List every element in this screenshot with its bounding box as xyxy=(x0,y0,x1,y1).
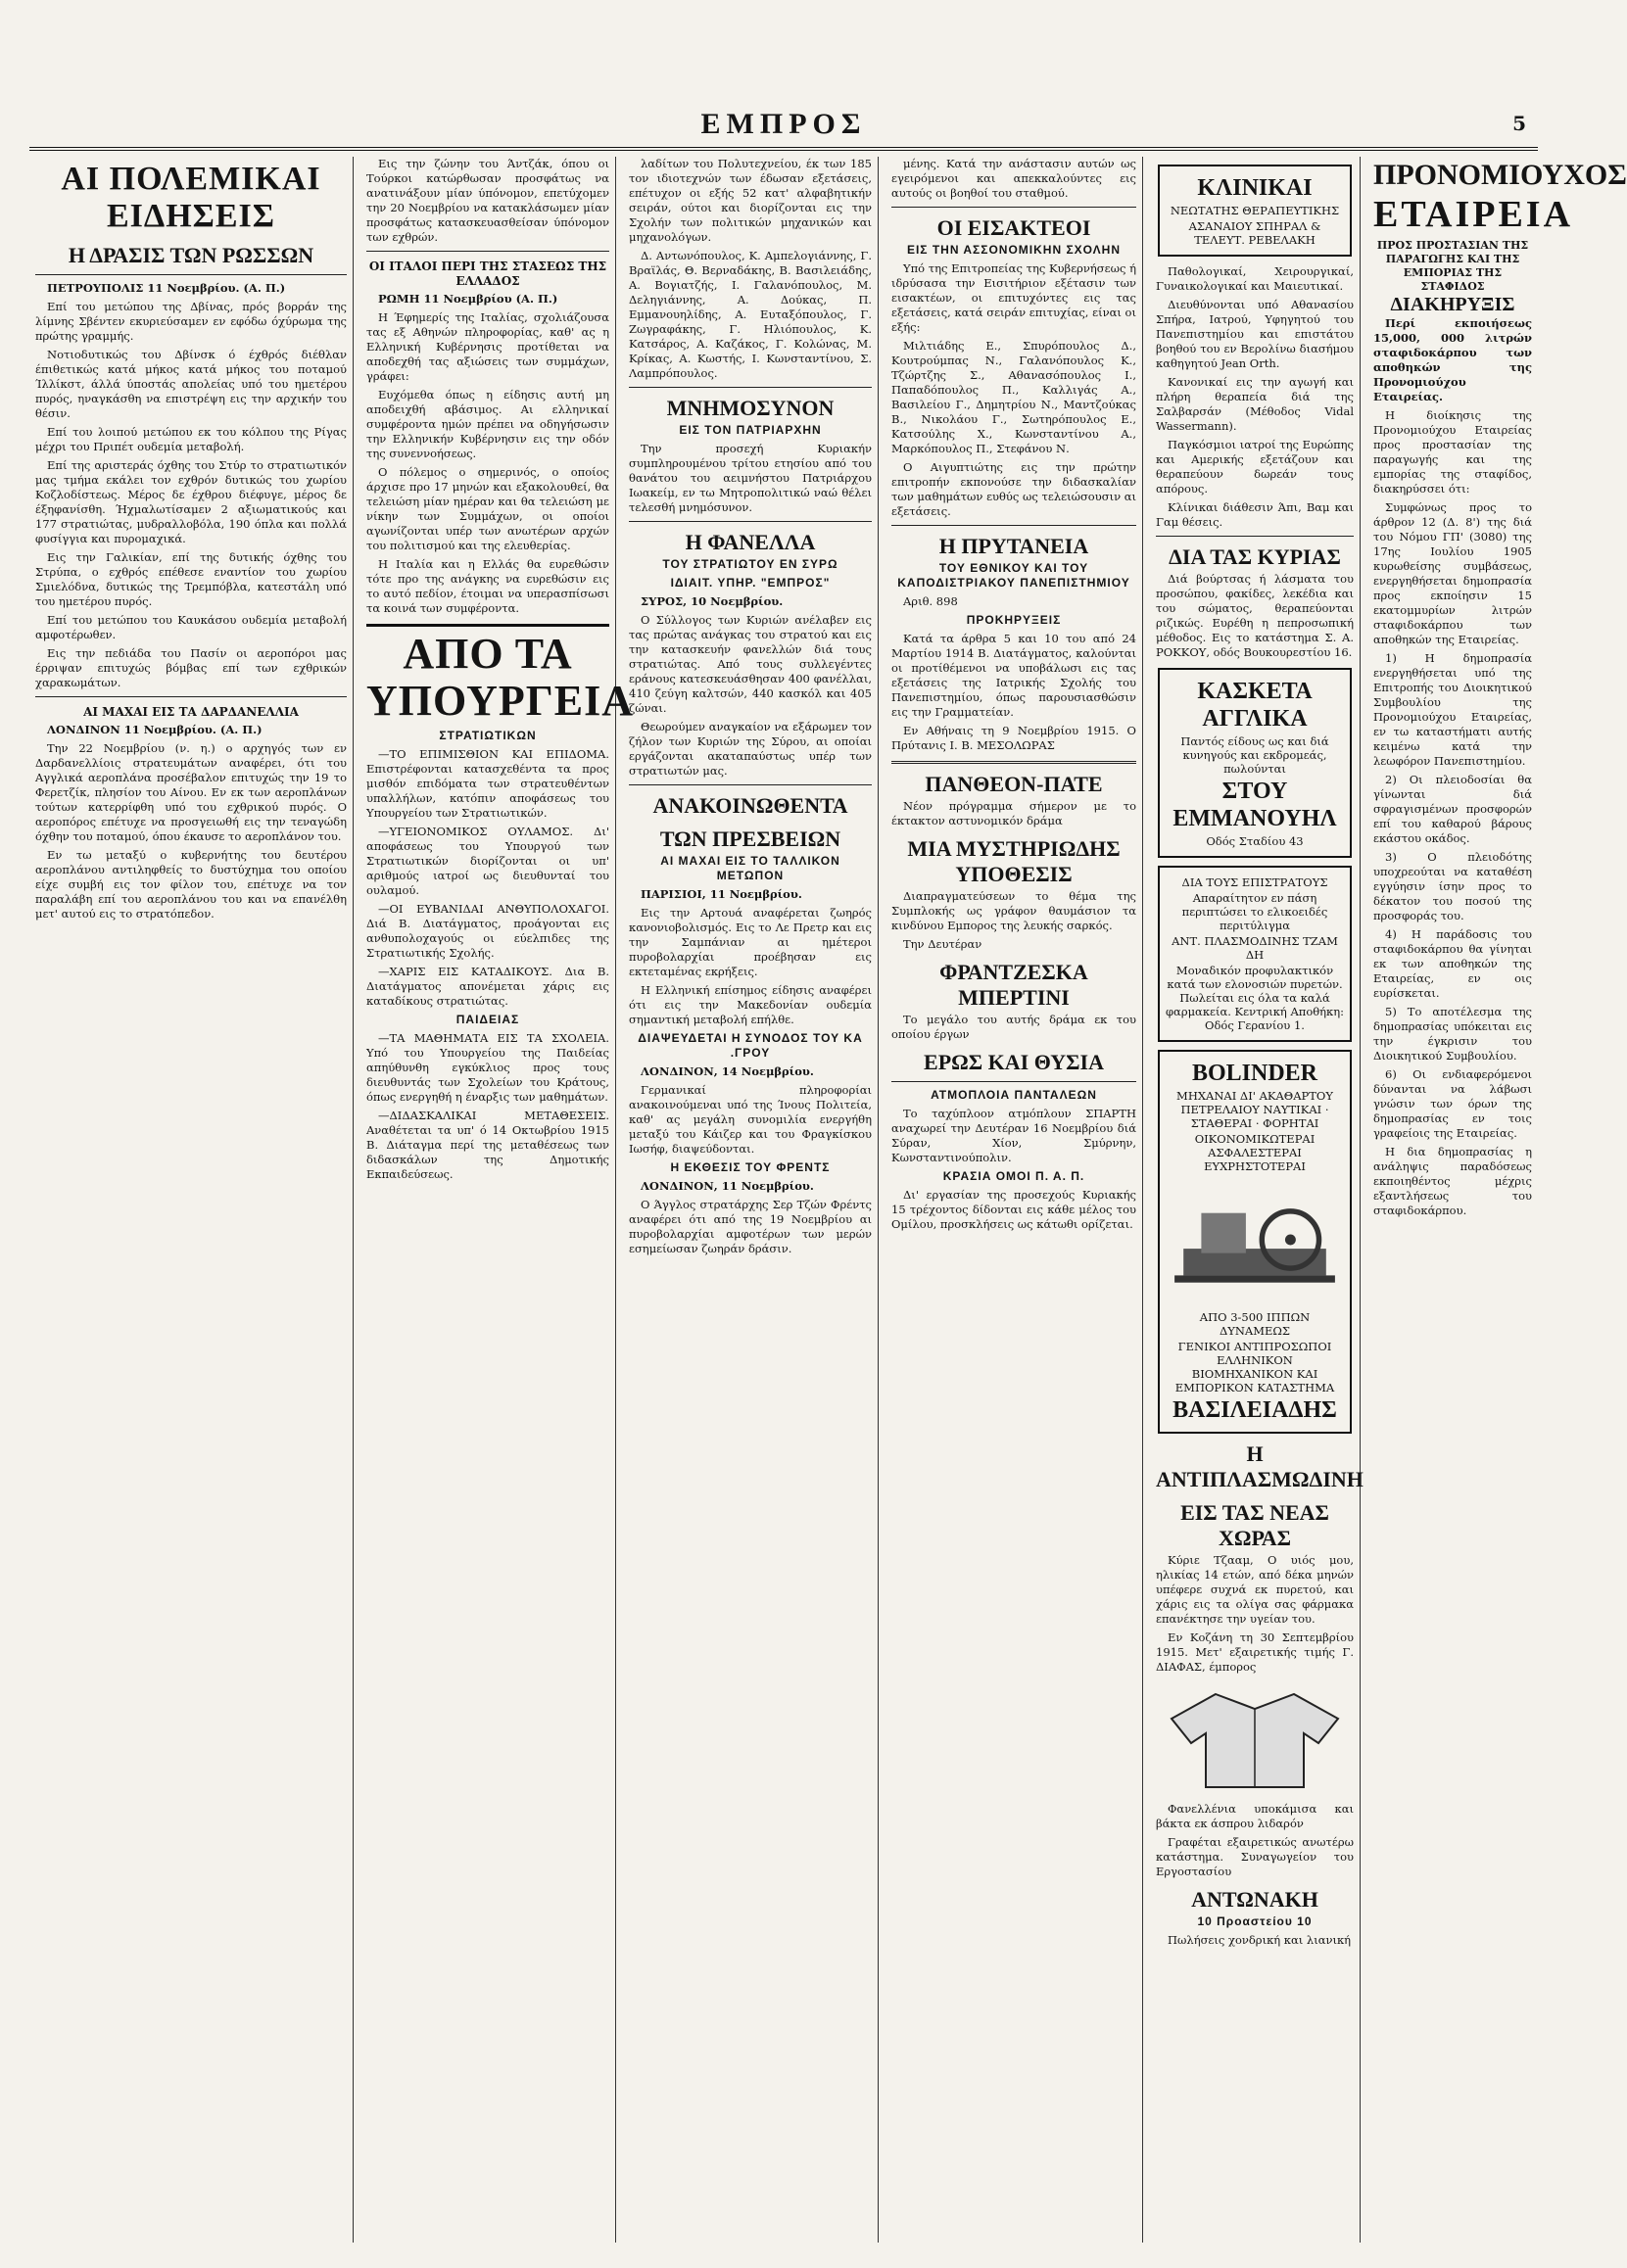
headline-mystery: ΜΙΑ ΜΥΣΤΗΡΙΩΔΗΣ ΥΠΟΘΕΣΙΣ xyxy=(907,836,1121,886)
subhead-school: ΕΙΣ ΤΗΝ ΑΣΣΟΝΟΜΙΚΗΝ ΣΧΟΛΗΝ xyxy=(906,243,1122,257)
article-paragraph: 1) Η δημοπρασία ενεργηθήσεται υπό της Επιτροπής του Διοικητικού Συμβουλίου της Προνομιούχου Εταιρείας, εν τω καταστήματι αυτής κειμένω κατά την λεωφόρον Πανεπιστημίου. xyxy=(1373,651,1532,768)
article-paragraph: Την 22 Νοεμβρίου (ν. η.) ο αρχηγός των εν Δαρδανελλίοις στρατευμάτων αναφέρει, ότι του Αγγλικά αεροπλάνα προσέβαλον επιτυχώς την 19 το Φερετζίκ, πλησίον του Αίνου. Εν εκ των αεροπλάνων τούτων κατερρίφθη υπό του εχθρικού πυρός. Ο αεροπόρος επέτυχε να προσγειωθή εις την τεναγώδη όχθην του ποταμού, όπου έκαυσε το αεροπλάνον του. xyxy=(35,741,347,843)
newspaper-title: ΕΜΠΡΟΣ xyxy=(700,108,867,140)
article-paragraph: Μιλτιάδης Ε., Σπυρόπουλος Δ., Κουτρούμπας Ν., Γαλανόπουλος Κ., Τζώρτζης Σ., Αθανασόπουλος Ι., Παπαδόπουλος Π., Καλλιγάς Α., Βασιλείου Γ., Δημητρίου Ν., Μαντζούκας Β., Νικολάου Γ., Σωτηρόπουλος Ε., Κατσούλης Χ., Κωνσταντίνου Α., Μαρκόπουλος Π., Στεφάνου Ν. xyxy=(891,339,1136,455)
article-paragraph: Θεωρούμεν αναγκαίον να εξάρωμεν τον ζήλον των Κυριών της Σύρου, αι οποίαι εργάζονται ακαταπαύστως υπέρ των στρατιωτών μας. xyxy=(629,720,872,778)
article-paragraph: Συμφώνως προς το άρθρον 12 (Δ. 8') της διά του Νόμου ΓΠ' (3080) της 17ης Ιουλίου 1905 κυρωθείσης συμβάσεως, ενεργηθήσεται δημοπρασία προς εκποίησιν 15 εκατομμυρίων λιτρών σταφιδοκάρπου των αποθηκών της Εταιρείας. xyxy=(1373,500,1532,646)
article-paragraph: Ο Αιγυπτιώτης εις την πρώτην επιτροπήν εκπονούσε την διδασκαλίαν των μαθημάτων ευθύς ως τελειώσουσιν αι εξετάσεις. xyxy=(891,460,1136,518)
article-paragraph: Εν Αθήναις τη 9 Νοεμβρίου 1915. Ο Πρύτανις Ι. Β. ΜΕΣΟΛΩΡΑΣ xyxy=(891,724,1136,752)
section-military: ΣΤΡΑΤΙΩΤΙΚΩΝ xyxy=(439,729,537,742)
ad-ladies-title: ΔΙΑ ΤΑΣ ΚΥΡΙΑΣ xyxy=(1169,544,1341,569)
ad-title: ΣΤΟΥ ΕΜΜΑΝΟΥΗΛ xyxy=(1172,779,1337,831)
article-paragraph: Η Ελληνική επίσημος είδησις αναφέρει ότι εις την Μακεδονίαν ουδεμία σημαντική μεταβολή επήλθε. xyxy=(629,983,872,1026)
article-paragraph: —ΟΙ ΕΥΒΑΝΙΔΑΙ ΑΝΘΥΠΟΛΟΧΑΓΟΙ. Διά Β. Διατάγματος, προάγονται εις ανθυπολοχαγούς οι εύελπιδες της Στρατιωτικής Σχολής. xyxy=(366,902,609,960)
article-paragraph: 2) Οι πλειοδοσίαι θα γίνωνται διά σφραγισμένων προσφορών επί του καθαρού βάρους εκάστου οκάδος. xyxy=(1373,773,1532,845)
ad-text: Διευθύνονται υπό Αθανασίου Σπήρα, Ιατρού, Υφηγητού του Πανεπιστημίου και επιστάτου βοηθού του εν Βερολίνω διασήμου καθηγητού Jean Orth. xyxy=(1156,298,1354,370)
article-paragraph: Η Έφημερίς της Ιταλίας, σχολιάζουσα τας εξ Αθηνών πληροφορίας, καθ' ας η Ελληνική Κυβέρνησις προτίθεται να αποδεχθή τας αξιώσεις των συμμάχων, γράφει: xyxy=(366,310,609,383)
dateline: ΡΩΜΗ 11 Νοεμβρίου (Α. Π.) xyxy=(378,292,558,306)
article-paragraph: Περί εκποιήσεως 15,000, 000 λιτρών σταφιδοκάρπου των αποθηκών της Προνομιούχου Εταιρείας. xyxy=(1373,316,1532,403)
ad-bolinder xyxy=(1158,1050,1352,1434)
ad-text: Μοναδικόν προφυλακτικόν κατά των ελονοσιών πυρετών. Πωλείται εις όλα τα καλά φαρμακεία. Κεντρική Αποθήκη: Οδός Γερανίου 1. xyxy=(1166,964,1345,1032)
reference-number: Αριθ. 898 xyxy=(903,594,958,608)
article-paragraph: —ΥΓΕΙΟΝΟΜΙΚΟΣ ΟΥΛΑΜΟΣ. Δι' αποφάσεως του Υπουργού των Στρατιωτικών διορίζονται οι υπ' αριθμούς ιατροί ως διευθυνταί του ουλαμού. xyxy=(366,825,609,897)
headline-war-news: ΑΙ ΠΟΛΕΜΙΚΑΙ ΕΙΔΗΣΕΙΣ xyxy=(61,161,321,234)
subhead-proclamations: ΠΡΟΚΗΡΥΞΕΙΣ xyxy=(966,613,1062,627)
divider xyxy=(891,207,1136,208)
ad-title: ΚΑΣΚΕΤΑ ΑΓΓΛΙΚΑ xyxy=(1197,679,1313,732)
divider xyxy=(891,525,1136,526)
article-paragraph: Γερμανικαί πληροφορίαι ανακοινούμεναι υπό της Ίνους Πολιτεία, καθ' ας μεγάλη συνομιλία ενεργήθη μεταξύ του Κάιζερ και του Φραγκίσκου Ιωσήφ, διαψεύδονται. xyxy=(629,1083,872,1156)
article-paragraph: Η δια δημοπρασίας η ανάληψις παραδόσεως εκποιηθέντος μέχρις εξαντλήσεως του σταφιδοκάρπου. xyxy=(1373,1145,1532,1217)
column-4 xyxy=(885,157,1143,2243)
dateline: ΣΥΡΟΣ, 10 Νοεμβρίου. xyxy=(641,594,784,608)
ad-title: ΔΙΑ ΤΟΥΣ ΕΠΙΣΤΡΑΤΟΥΣ xyxy=(1181,875,1328,889)
article-paragraph: —ΧΑΡΙΣ ΕΙΣ ΚΑΤΑΔΙΚΟΥΣ. Δια Β. Διατάγματος απονέμεται χάρις εις καταδίκους στρατιώτας. xyxy=(366,965,609,1008)
article-paragraph: Εις την πεδιάδα του Πασίν οι αεροπόροι μας έρριψαν επιτυχώς βόμβας επί των εχθρικών χαρακωμάτων. xyxy=(35,646,347,689)
dateline: ΛΟΝΔΙΝΟΝ, 14 Νοεμβρίου. xyxy=(641,1064,814,1078)
article-paragraph: Διαπραγματεύσεων το θέμα της Συμπλοκής ως γράφον θαυμάσιον τα κινδύνου Εμπορος της λευκής σαρκός. xyxy=(891,889,1136,932)
ad-text: Κανονικαί εις την αγωγή και πλήρη θεραπεία διά της Σαλβαρσάν (Μέθοδος Vidal Wassermann). xyxy=(1156,375,1354,433)
dateline: ΠΕΤΡΟΥΠΟΛΙΣ 11 Νοεμβρίου. (Α. Π.) xyxy=(47,281,286,295)
ad-text: ΜΗΧΑΝΑΙ ΔΙ' ΑΚΑΘΑΡΤΟΥ ΠΕΤΡΕΛΑΙΟΥ ΝΑΥΤΙΚΑΙ · ΣΤΑΘΕΡΑΙ · ΦΟΡΗΤΑΙ xyxy=(1176,1089,1333,1130)
subhead-dardanelles: ΑΙ ΜΑΧΑΙ ΕΙΣ ΤΑ ΔΑΡΔΑΝΕΛΛΙΑ xyxy=(83,705,299,719)
article-paragraph: Εις την Αρτουά αναφέρεται ζωηρός κανονιοβολισμός. Εις το Λε Πρετρ και εις την Σαμπάνιαν αι ημέτεροι πυροβολαρχίαι προέβησαν εις εκτεταμένας εκρήξεις. xyxy=(629,906,872,978)
subhead-french-report: Η ΕΚΘΕΣΙΣ ΤΟΥ ΦΡΕΝΤΣ xyxy=(670,1160,831,1174)
article-paragraph: 4) Η παράδοσις του σταφιδοκάρπου θα γίνηται εκ των αποθηκών της Εταιρείας, εν οις ευρίσκεται. xyxy=(1373,927,1532,1000)
article-paragraph: Ο Σύλλογος των Κυριών ανέλαβεν εις τας πρώτας ανάγκας του στρατού και εις την κατασκευήν φανελλών διά τους στρατιώτας. Από τους συλλεγέντες εράνους κατεσκευάσθησαν 400 φανέλλαι, 410 ζεύγη καλτσών, 440 κασκόλ και 405 ζώναι. xyxy=(629,613,872,715)
article-paragraph: Η διοίκησις της Προνομιούχου Εταιρείας προς προστασίαν της παραγωγής και της εμπορίας της σταφίδος, διακηρύσσει ότι: xyxy=(1373,408,1532,496)
divider xyxy=(891,761,1136,764)
column-2 xyxy=(360,157,634,2243)
article-paragraph: λαδίτων του Πολυτεχνείου, έκ των 185 τον ιδιοτεχνών των έδωσαν εξετάσεις, επέτυχον οι εξής 52 κατ' αλφαβητικήν σειράν, ούτοι και διορίζονται εις την Σχολήν των πολιτικών μηχανικών και μηχανολόγων. xyxy=(629,157,872,244)
ad-text: Κύριε Τζααμ, Ο υιός μου, ηλικίας 14 ετών, από δέκα μηνών υπέφερε συχνά εκ πυρετού, και χάρις εις τα ολίγα σας φάρμακα επανέκτησε την υγείαν του. xyxy=(1156,1553,1354,1626)
ad-text: ΟΙΚΟΝΟΜΙΚΩΤΕΡΑΙ ΑΣΦΑΛΕΣΤΕΡΑΙ ΕΥΧΡΗΣΤΟΤΕΡΑΙ xyxy=(1194,1132,1316,1173)
subhead-gallic-front: ΑΙ ΜΑΧΑΙ ΕΙΣ ΤΟ ΤΑΛΛΙΚΟΝ ΜΕΤΩΠΟΝ xyxy=(660,854,840,882)
column-6 xyxy=(1367,157,1627,2243)
divider xyxy=(1156,536,1354,537)
article-paragraph: Εις την Γαλικίαν, επί της δυτικής όχθης του Στρύπα, ο εχθρός επέθεσε εναντίον του χωρίου Σμιελόδνα, δυτικώς της Τρεμπόβλα, κατεστάλη υπό του ημετέρου πυρός. xyxy=(35,550,347,608)
ad-text: Απαραίτητον εν πάση περιπτώσει το ελικοειδές περιτύλιγμα xyxy=(1181,891,1328,932)
headline-club: ΚΡΑΣΙΑ ΟΜΟΙ Π. Α. Π. xyxy=(942,1169,1085,1183)
headline-love-sacrifice: ΕΡΩΣ ΚΑΙ ΘΥΣΙΑ xyxy=(924,1050,1104,1074)
article-paragraph: Επί του μετώπου της Δβίνας, πρός βορράν της λίμνης Σβέντεν εκυριεύσαμεν εν εφόδω όχύρωμα της πρώτης γραμμής. xyxy=(35,300,347,343)
article-paragraph: Η Ιταλία και η Ελλάς θα ευρεθώσιν τότε προ της ανάγκης να ευρεθώσιν εις το αυτό πεδίον, έτοιμαι να υπερασπίσωσι τα κοινά των συμφέροντα. xyxy=(366,557,609,615)
headline-bertini: ΦΡΑΝΤΖΕΣΚΑ ΜΠΕΡΤΙΝΙ xyxy=(939,960,1088,1010)
article-paragraph: Την προσεχή Κυριακήν συμπληρουμένου τρίτου ετησίου από του θανάτου του αειμνήστου Πατριάρχου Ιωακείμ, εν τω Μητροπολιτικώ ναώ θέλει τελεσθή μνημόσυνον. xyxy=(629,442,872,514)
article-paragraph: Νοτιοδυτικώς του Δβίνσκ ό έχθρός διέθλαν έπιθετικώς κατά μήκος κατά μήκος του ποταμού Ίλλίκστ, άλλά ύποστάς απολείας υπό του ημετέρου πυρός, ηναγκάσθη να επιστρέψη εις την αρχικήν του θέσιν. xyxy=(35,348,347,420)
headline-memorial: ΜΝΗΜΟΣΥΝΟΝ xyxy=(666,396,835,420)
column-1 xyxy=(29,157,354,2243)
article-paragraph: μένης. Κατά την ανάστασιν αυτών ως εγειρόμενοι και απεκκαλούντες εις αυτούς οι βοηθοί του σταθμού. xyxy=(891,157,1136,200)
article-paragraph: Ο Άγγλος στρατάρχης Σερ Τζών Φρέντς αναφέρει ότι από της 19 Νοεμβρίου αι πυροβολαρχίαι αμφοτέρων των μερών εσημείωσαν ζωηράν δράσιν. xyxy=(629,1198,872,1255)
article-paragraph: Ο πόλεμος ο σημερινός, ο οποίος άρχισε προ 17 μηνών και εξακολουθεί, θα τελειώση μίαν ημέραν και θα τελειώση με νίκην των Συμμάχων, οι οποίοι αγωνίζονται υπέρ των ανωτέρων αρχών του πολιτισμού και της ελευθερίας. xyxy=(366,465,609,552)
article-paragraph: Ευχόμεθα όπως η είδησις αυτή μη αποδειχθή αβάσιμος. Αι ελληνικαί συμφέροντα ημών πρέπει να οδηγήσωσιν την Ελληνικήν Κυβέρνησιν εις την οδόν της συνεννοήσεως. xyxy=(366,388,609,460)
ad-title: ΑΝΤ. ΠΛΑΣΜΟΔΙΝΗΣ ΤΖΑΜ ΔΗ xyxy=(1172,934,1338,962)
headline-admitted: ΟΙ ΕΙΣΑΚΤΕΟΙ xyxy=(936,215,1091,240)
column-5 xyxy=(1150,157,1364,2243)
subhead-university: ΤΟΥ ΕΘΝΙΚΟΥ ΚΑΙ ΤΟΥ ΚΑΠΟΔΙΣΤΡΙΑΚΟΥ ΠΑΝΕΠΙΣΤΗΜΙΟΥ xyxy=(897,561,1130,590)
headline-ministries: ΑΠΟ ΤΑ ΥΠΟΥΡΓΕΙΑ xyxy=(366,624,609,725)
article-paragraph: Το μεγάλο του αυτής δράμα εκ του οποίου έργων xyxy=(891,1013,1136,1041)
subhead-italians-greece: ΟΙ ΙΤΑΛΟΙ ΠΕΡΙ ΤΗΣ ΣΤΑΣΕΩΣ ΤΗΣ ΕΛΛΑΔΟΣ xyxy=(368,260,607,288)
headline-proclamation: ΔΙΑΚΗΡΥΞΙΣ xyxy=(1390,294,1515,315)
headline-steamships: ΑΤΜΟΠΛΟΙΑ ΠΑΝΤΑΛΕΩΝ xyxy=(931,1088,1097,1102)
headline-pantheon: ΠΑΝΘΕΟΝ-ΠΑΤΕ xyxy=(925,772,1103,796)
article-paragraph: 3) Ο πλειοδότης υποχρεούται να καταθέση εγγύησιν ίσην προς το δέκατον του ποσού της προσφοράς του. xyxy=(1373,850,1532,922)
ad-text: ΑΠΟ 3-500 ΙΠΠΩΝ ΔΥΝΑΜΕΩΣ xyxy=(1199,1310,1311,1338)
ad-text: Παγκόσμιοι ιατροί της Ευρώπης και Αμερικής εξετάζουν και θεραπεύουν δωρεάν τους απόρους. xyxy=(1156,438,1354,496)
divider xyxy=(629,784,872,785)
ad-reservists xyxy=(1158,866,1352,1042)
column-3 xyxy=(623,157,879,2243)
divider xyxy=(366,251,609,252)
divider xyxy=(35,696,347,697)
article-paragraph: Δι' εργασίαν της προσεχούς Κυριακής 15 τρέχοντος δίδονται εις κάθε μέλος του Ομίλου, προσκλήσεις ως κάτωθι ορίζεται. xyxy=(891,1188,1136,1231)
ad-text: Κλίνικαι διάθεσιν Άπι, Βαμ και Γαμ θέσεις. xyxy=(1156,500,1354,529)
ad-clinics xyxy=(1158,165,1352,257)
headline-rectorate: Η ΠΡΥΤΑΝΕΙΑ xyxy=(938,534,1089,558)
headline-announcements: ΑΝΑΚΟΙΝΩΘΕΝΤΑ xyxy=(652,793,848,818)
article-paragraph: Υπό της Επιτροπείας της Κυβερνήσεως ή ιδρύσασα την Εισιτήριον εξέτασιν των εισακτέων, οι επιτυχόντες εις τας εξετάσεις, κατά σειράν επιτυχίας, είναι οι εξής: xyxy=(891,261,1136,334)
article-paragraph: 6) Οι ενδιαφερόμενοι δύνανται να λάβωσι γνώσιν των όρων της δημοπρασίας εν τοις γραφείοις της Εταιρείας. xyxy=(1373,1067,1532,1140)
article-paragraph: —ΤΟ ΕΠΙΜΙΣΘΙΟΝ ΚΑΙ ΕΠΙΔΟΜΑ. Επιστρέφονται κατασχεθέντα τα προς μισθόν επιδόματα των στρατευθέντων υπαλλήλων, κατόπιν αποφάσεως του Υπουργείου των Στρατιωτικών. xyxy=(366,747,609,820)
headline-embassies: ΤΩΝ ΠΡΕΣΒΕΙΩΝ xyxy=(659,827,841,851)
subhead-patriarch: ΕΙΣ ΤΟΝ ΠΑΤΡΙΑΡΧΗΝ xyxy=(679,423,822,437)
masthead xyxy=(29,108,1538,151)
divider xyxy=(891,1081,1136,1082)
ad-text: ΓΕΝΙΚΟΙ ΑΝΤΙΠΡΟΣΩΠΟΙ ΕΛΛΗΝΙΚΟΝ ΒΙΟΜΗΧΑΝΙΚΟΝ ΚΑΙ ΕΜΠΟΡΙΚΟΝ ΚΑΤΑΣΤΗΜΑ xyxy=(1174,1340,1335,1394)
dateline: ΛΟΝΔΙΝΟΝ, 11 Νοεμβρίου. xyxy=(641,1179,814,1193)
article-paragraph: Την Δευτέραν xyxy=(903,937,982,951)
ad-title: ΚΛΙΝΙΚΑΙ xyxy=(1197,175,1313,201)
article-paragraph: Δ. Αντωνόπουλος, Κ. Αμπελογιάννης, Γ. Βραϊλάς, Θ. Βερναδάκης, Β. Βασιλειάδης, Α. Βογιατζής, Ι. Γαλανόπουλος, Μ. Δεληγιάννης, Α. Δούκας, Π. Εμμανουηλίδης, Α. Ευταξόπουλος, Γ. Ζωγραφάκης, Γ. Ηλιόπουλος, Κ. Κατσάρος, Α. Καζάκος, Γ. Κολώνας, Μ. Κρίκας, Α. Κωστής, Ι. Κωνσταντίνου, Σ. Λαμπρόπουλος. xyxy=(629,249,872,380)
article-paragraph: —ΔΙΔΑΣΚΑΛΙΚΑΙ ΜΕΤΑΘΕΣΕΙΣ. Αναθέτεται τα υπ' ό 14 Οκτωβρίου 1915 Β. Διάταγμα περί της μεταθέσεως των διδασκάλων της Δημοτικής Εκπαιδεύσεως. xyxy=(366,1109,609,1181)
article-paragraph: Επί του λοιπού μετώπου εκ του κόλπου της Ρίγας μέχρι του Πριπέτ ουδεμία μεταβολή. xyxy=(35,425,347,453)
page-number: 5 xyxy=(1512,112,1526,135)
article-paragraph: Επί του μετώπου του Καυκάσου ουδεμία μεταβολή αμφοτέρωθεν. xyxy=(35,613,347,641)
article-paragraph: 5) Το αποτέλεσμα της δημοπρασίας υπόκειται εις την έγκρισιν του Διοικητικού Συμβουλίου. xyxy=(1373,1005,1532,1063)
engine-illustration xyxy=(1166,1181,1344,1299)
ad-address: Οδός Σταδίου 43 xyxy=(1206,834,1304,848)
article-paragraph: Επί της αριστεράς όχθης του Στύρ το στρατιωτικόν μας τμήμα εκάλει τον εχθρόν δυτικώς του χωρίου Κοζλοδίστεως. Μέρος δε έχθρου διέφυγε, μέρος δε έξηφανίσθη. Ήχμαλωτίσαμεν 2 αξιωματικούς και 177 στρατιώτας, μυδραλλοβόλα, 190 όπλα και πολλά φυσίγγια και πυρομαχικά. xyxy=(35,458,347,545)
ad-title: ΒΑΣΙΛΕΙΑΔΗΣ xyxy=(1172,1397,1337,1423)
headline-privileged: ΠΡΟΝΟΜΙΟΥΧΟΣ xyxy=(1373,159,1627,191)
article-paragraph: Εις την ζώνην του Άντζάκ, όπου οι Τούρκοι κατώρθωσαν προσφάτως να ανατινάξουν μίαν ύπόνομον, επετύχομεν την 20 Νοεμβρίου να κατακλάσωμεν μίαν προσφάτως κατασκευασθείσαν ύπόνομον των εχθρών. xyxy=(366,157,609,244)
ad-text: Πωλήσεις χονδρική και λιανική xyxy=(1168,1933,1352,1947)
divider xyxy=(35,274,347,275)
ad-text: Φανελλένια υποκάμισα και βάκτα εκ άσπρου λιδαρόν xyxy=(1156,1802,1354,1830)
article-paragraph: Κατά τα άρθρα 5 και 10 του από 24 Μαρτίου 1914 Β. Διατάγματος, καλούνται οι προτίθέμενοι να υποβάλωσι εις τας εξετάσεις της Ιατρικής Σχολής του Πανεπιστημίου, όπως παρουσιασθώσιν εις την Γραμματείαν. xyxy=(891,632,1136,719)
ad-antiplasm-title: Η ΑΝΤΙΠΛΑΣΜΩΔΙΝΗ xyxy=(1156,1441,1364,1491)
ad-caps xyxy=(1158,668,1352,858)
ad-subtitle: ΑΣΑΝΑΙΟΥ ΣΠΗΡΑΛ & ΤΕΛΕΥΤ. ΡΕΒΕΛΑΚΗ xyxy=(1188,219,1321,247)
shirt-illustration xyxy=(1156,1684,1354,1792)
ad-text: Διά βούρτσας ή λάσματα του προσώπου, φακίδες, λεκέδια και του σώματος, θεραπεύονται ριζικώς. Ευρέθη η πεπροσωπική μέθοδος. Εις το κατάστημα Σ. Α. ΡΟΚΚΟΥ, οδός Βουκουρεστίου 16. xyxy=(1156,572,1354,659)
divider xyxy=(629,387,872,388)
subhead-denial: ΔΙΑΨΕΥΔΕΤΑΙ Η ΣΥΝΟΔΟΣ ΤΟΥ ΚΑ .ΓΡΟΥ xyxy=(638,1031,863,1060)
ad-text: Εν Κοζάνη τη 30 Σεπτεμβρίου 1915. Μετ' εξαιρετικής τιμής Γ. ΔΙΑΦΑΣ, έμπορος xyxy=(1156,1630,1354,1674)
headline-company: ΕΤΑΙΡΕΙΑ xyxy=(1373,194,1574,235)
ad-address: 10 Προαστείου 10 xyxy=(1197,1914,1313,1928)
subhead-correspondent: ΙΔΙΑΙΤ. ΥΠΗΡ. "ΕΜΠΡΟΣ" xyxy=(670,576,831,590)
ad-antonakis: ΑΝΤΩΝΑΚΗ xyxy=(1191,1887,1318,1912)
ad-text: Παθολογικαί, Χειρουργικαί, Γυναικολογικαί και Μαιευτικαί. xyxy=(1156,264,1354,293)
article-paragraph: Εν τω μεταξύ ο κυβερνήτης του δευτέρου αεροπλάνου αντιληφθείς το δυστύχημα του οποίου είχε συμβή εις τον φίλον του, επέτυχε να τον παραλάβη επί του αεροπλάνου του και να επανέλθη μετ' αυτού εις το στρατόπεδον. xyxy=(35,848,347,921)
subhead-protection: ΠΡΟΣ ΠΡΟΣΤΑΣΙΑΝ ΤΗΣ ΠΑΡΑΓΩΓΗΣ ΚΑΙ ΤΗΣ ΕΜΠΟΡΙΑΣ ΤΗΣ ΣΤΑΦΙΔΟΣ xyxy=(1376,239,1529,293)
article-paragraph: Το ταχύπλοον ατμόπλουν ΣΠΑΡΤΗ αναχωρεί την Δευτέραν 16 Νοεμβρίου διά Σύραν, Χίον, Σμύρνην, Κωνσταντινούπολιν. xyxy=(891,1107,1136,1164)
section-education: ΠΑΙΔΕΙΑΣ xyxy=(455,1013,520,1026)
article-paragraph: Νέον πρόγραμμα σήμερον με το έκτακτον αστυνομικόν δράμα xyxy=(891,799,1136,827)
dateline: ΠΑΡΙΣΙΟΙ, 11 Νοεμβρίου. xyxy=(641,887,802,901)
ad-text: Γραφέται εξαιρετικώς ανωτέρω κατάστημα. Συναγωγείον του Εργοστασίου xyxy=(1156,1835,1354,1878)
dateline: ΛΟΝΔΙΝΟΝ 11 Νοεμβρίου. (Α. Π.) xyxy=(47,723,263,736)
ad-text: Παντός είδους ως και διά κυνηγούς και εκδρομεάς, πωλούνται xyxy=(1180,734,1329,776)
ad-subtitle: ΝΕΩΤΑΤΗΣ ΘΕΡΑΠΕΥΤΙΚΗΣ xyxy=(1170,204,1340,217)
headline-flannel: Η ΦΑΝΕΛΛΑ xyxy=(685,530,816,554)
ad-new-lands: ΕΙΣ ΤΑΣ ΝΕΑΣ ΧΩΡΑΣ xyxy=(1180,1500,1329,1550)
subhead-russian-action: Η ΔΡΑΣΙΣ ΤΩΝ ΡΩΣΣΩΝ xyxy=(68,243,314,267)
subhead-soldier-syros: ΤΟΥ ΣΤΡΑΤΙΩΤΟΥ ΕΝ ΣΥΡΩ xyxy=(662,557,838,571)
article-paragraph: —ΤΑ ΜΑΘΗΜΑΤΑ ΕΙΣ ΤΑ ΣΧΟΛΕΙΑ. Υπό του Υπουργείου της Παιδείας απηύθυνθη εγκύκλιος προς τους διευθυντάς των Σχολείων του Κράτους, όπως ενεργηθή η έναρξις των μαθημάτων. xyxy=(366,1031,609,1104)
ad-title: BOLINDER xyxy=(1191,1061,1318,1086)
divider xyxy=(629,521,872,522)
